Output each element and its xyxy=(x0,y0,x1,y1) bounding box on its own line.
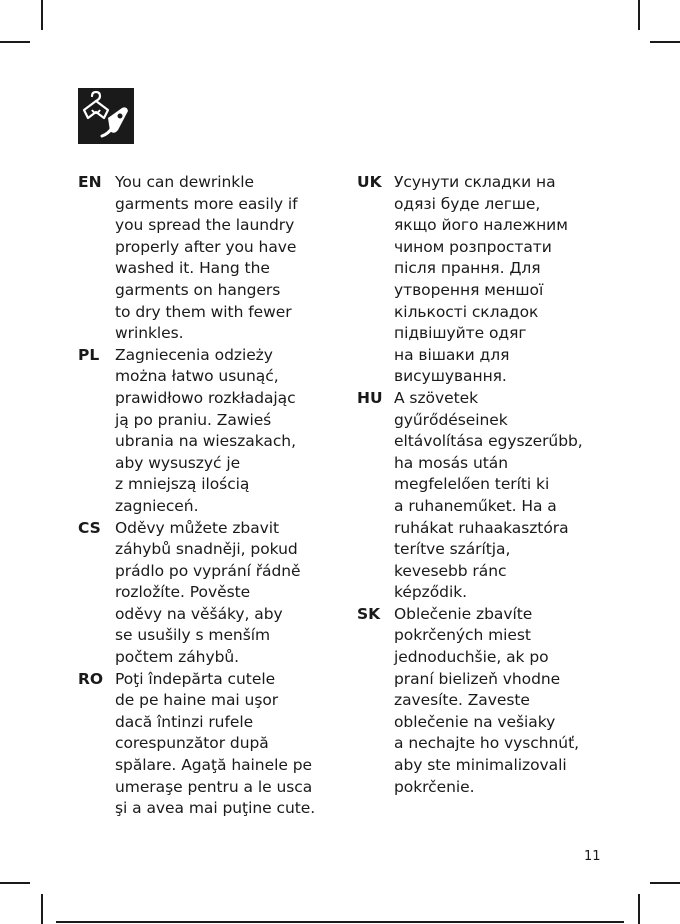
language-entry-pl xyxy=(78,345,328,518)
crop-mark-top-right-vertical xyxy=(638,0,640,30)
crop-mark-top-right-horizontal xyxy=(650,41,680,43)
language-text: You can dewrinkle garments more easily if you spread the laundry properly after you have washed it. Hang the garments on hangers to dry them with fewer wrinkles. xyxy=(115,173,298,343)
language-entry-ro xyxy=(78,669,328,820)
language-code: SK xyxy=(357,604,381,623)
language-code: EN xyxy=(78,173,102,191)
language-code: HU xyxy=(357,388,383,407)
crop-mark-top-left-horizontal xyxy=(0,41,30,43)
language-code: UK xyxy=(357,173,382,191)
language-entry-en xyxy=(78,172,328,345)
language-text: Усунути складки на одязі буде легше, якщо його належним чином розпростати після прання. Для утворення меншої кількості складок підвішуйте одяг на вішаки для висушування. xyxy=(394,173,568,386)
crop-mark-top-left-vertical xyxy=(41,0,43,30)
page-number: 11 xyxy=(584,849,601,864)
left-column xyxy=(78,172,328,820)
language-text: Poţi îndepărta cutele de pe haine mai uşor dacă întinzi rufele corespunzător după spălare. Agaţă hainele pe umeraşe pentru a le usca şi a avea mai puţine cute. xyxy=(115,669,316,818)
language-text: Oděvy můžete zbavit záhybů snadněji, pokud prádlo po vyprání řádně rozložíte. Pověste oděvy na věšáky, aby se usušily s menším počtem záhybů. xyxy=(115,518,301,667)
bottom-rule xyxy=(56,921,624,923)
language-entry-sk xyxy=(357,604,607,798)
language-text: Oblečenie zbavíte pokrčených miest jednoduchšie, ak po praní bielizeň vhodne zavesíte. Zaveste oblečenie na vešiaky a nechajte ho vyschnúť, aby ste minimalizovali pokrčenie. xyxy=(394,604,579,796)
crop-mark-bottom-left-vertical xyxy=(41,894,43,924)
language-entry-hu xyxy=(357,388,607,604)
language-entry-cs xyxy=(78,518,328,669)
crop-mark-bottom-right-vertical xyxy=(638,894,640,924)
crop-mark-bottom-right-horizontal xyxy=(650,882,680,884)
language-text: Zagniecenia odzieży można łatwo usunąć, prawidłowo rozkładając ją po praniu. Zawieś ubrania na wieszakach, aby wysuszyć je z mniejszą ilością zagnieceń. xyxy=(115,345,296,515)
right-column xyxy=(357,172,607,798)
language-code: PL xyxy=(78,345,100,364)
language-entry-uk xyxy=(357,172,607,388)
language-code: RO xyxy=(78,669,104,688)
language-code: CS xyxy=(78,518,101,537)
iron-on-hanger-icon xyxy=(78,88,134,144)
crop-mark-bottom-left-horizontal xyxy=(0,882,30,884)
language-text: A szövetek gyűrődéseinek eltávolítása egyszerűbb, ha mosás után megfelelően teríti ki a ruhaneműket. Ha a ruhákat ruhaakasztóra terítve szárítja, kevesebb ránc képződik. xyxy=(394,388,583,602)
